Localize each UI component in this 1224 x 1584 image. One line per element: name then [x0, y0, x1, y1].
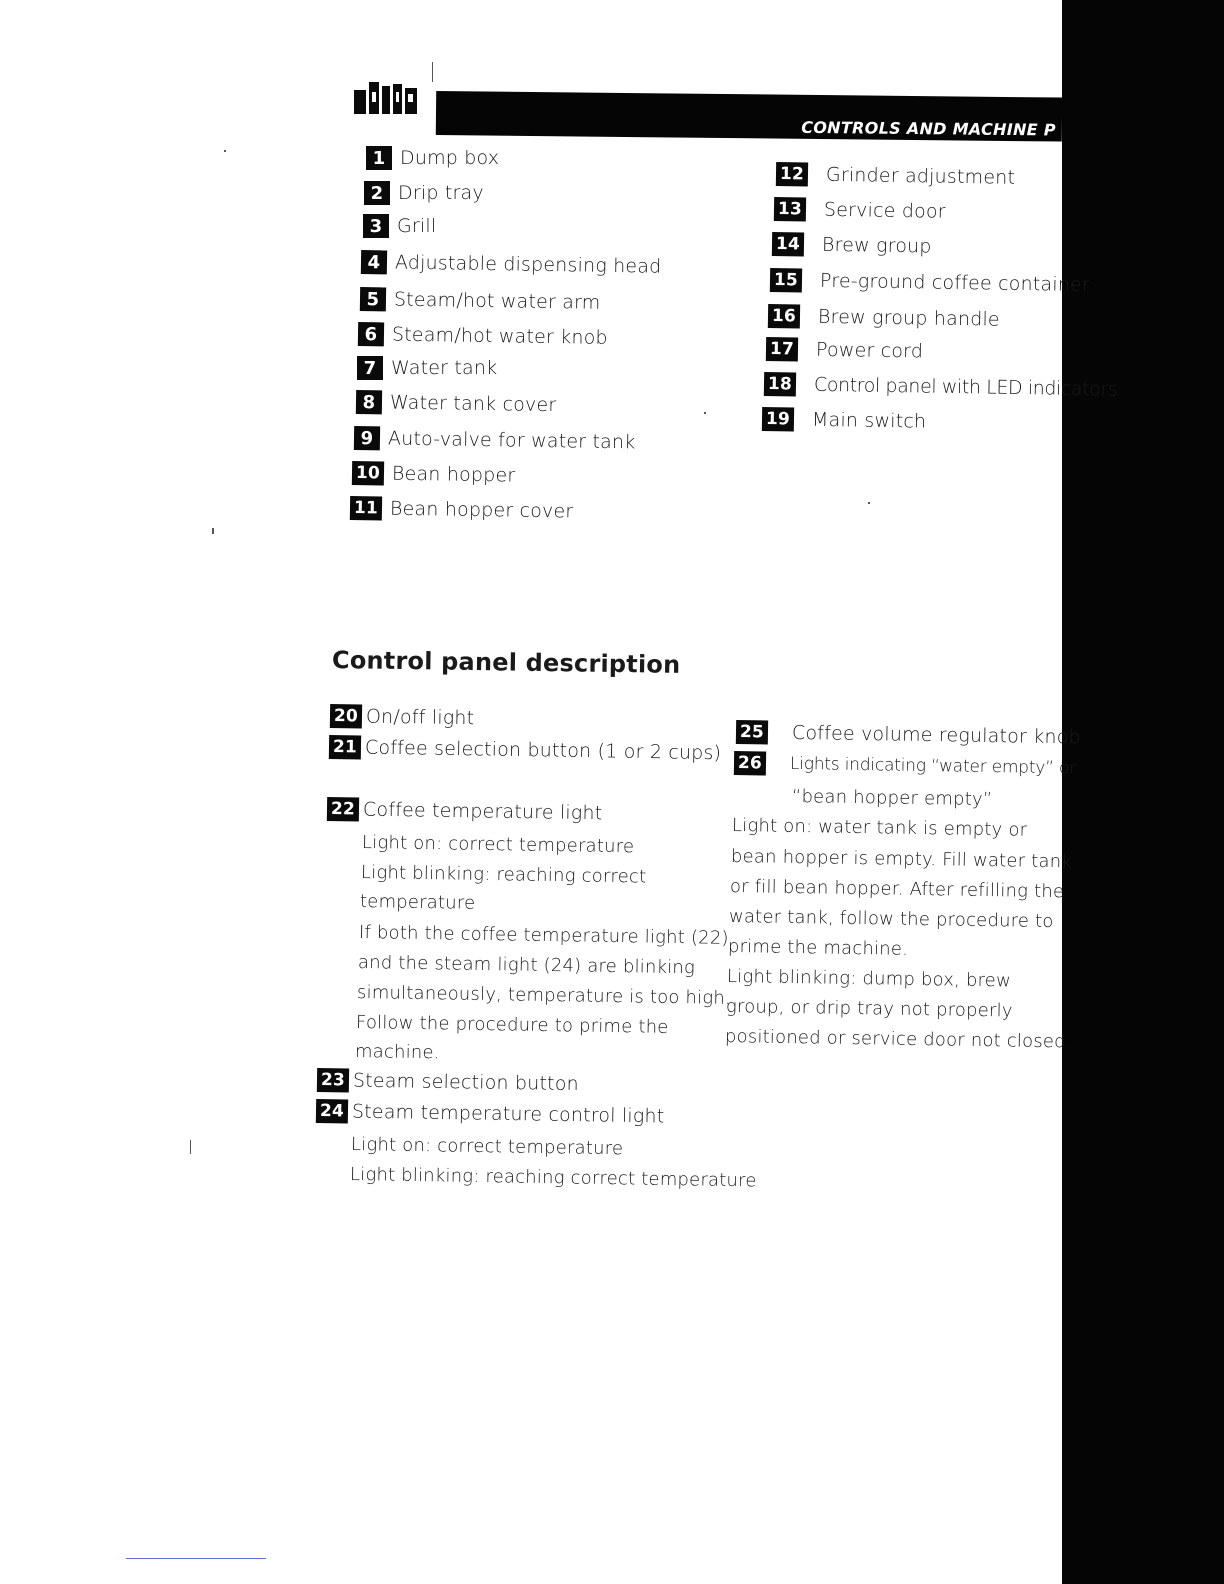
footer-rule [126, 1558, 266, 1559]
page-edge-shadow [1062, 0, 1224, 1584]
part-item [356, 390, 557, 417]
part-label: Brew group [821, 233, 932, 258]
part-number-badge: 12 [776, 162, 808, 186]
part-number-badge: 13 [774, 197, 806, 221]
part-label: Dump box [400, 147, 500, 169]
control-item [736, 720, 1081, 749]
part-number-badge: 4 [361, 250, 387, 274]
part-label: Drip tray [398, 182, 484, 204]
part-item [350, 496, 574, 524]
part-item [363, 214, 436, 238]
part-item [364, 181, 484, 205]
section-title: Control panel description [331, 646, 681, 679]
part-number-badge: 5 [360, 287, 386, 311]
detail-line: positioned or service door not closed. [724, 1026, 1072, 1053]
section-header-title: CONTROLS AND MACHINE P [801, 117, 1056, 140]
part-item [366, 146, 499, 170]
control-item [330, 704, 475, 730]
part-item [762, 407, 927, 434]
part-number-badge: 1 [366, 146, 392, 170]
part-label: Auto-valve for water tank [387, 427, 636, 454]
part-label: Steam/hot water knob [391, 323, 608, 349]
control-number-badge: 20 [330, 704, 362, 728]
detail-line: water tank, follow the procedure to [728, 906, 1054, 933]
detail-line: “bean hopper empty” [791, 786, 993, 811]
control-item [327, 797, 603, 825]
detail-line: If both the coffee temperature light (22) [358, 922, 729, 949]
part-number-badge: 16 [768, 304, 800, 328]
control-label: Coffee temperature light [362, 798, 603, 825]
part-number-badge: 19 [762, 407, 794, 431]
detail-line: and the steam light (24) are blinking [357, 952, 696, 979]
control-number-badge: 23 [317, 1068, 349, 1092]
section-header-bar [436, 91, 1062, 142]
detail-line: simultaneously, temperature is too high. [356, 982, 732, 1009]
control-label: On/off light [365, 705, 475, 730]
crop-mark [432, 62, 433, 82]
part-label: Water tank cover [389, 391, 557, 417]
brand-logo [352, 78, 422, 118]
control-item [329, 735, 722, 765]
part-item [361, 250, 662, 279]
detail-line: Light on: correct temperature [361, 832, 635, 858]
part-label: Service door [823, 198, 946, 223]
control-number-badge: 25 [736, 720, 768, 744]
control-number-badge: 22 [327, 797, 359, 821]
scan-speck [868, 502, 870, 504]
part-item [772, 232, 932, 259]
control-item [317, 1068, 579, 1096]
scan-speck [212, 528, 214, 534]
detail-line: prime the machine. [727, 936, 909, 960]
part-label: Steam/hot water arm [393, 288, 601, 314]
part-number-badge: 14 [772, 232, 804, 256]
control-label: Steam selection button [352, 1069, 580, 1096]
part-number-badge: 10 [352, 461, 384, 485]
part-number-badge: 2 [364, 181, 390, 205]
part-item [354, 426, 636, 454]
part-number-badge: 8 [356, 390, 382, 414]
part-label: Adjustable dispensing head [394, 251, 662, 278]
detail-line: Light blinking: reaching correct [360, 862, 647, 888]
part-label: Main switch [811, 408, 927, 433]
part-number-badge: 17 [766, 337, 798, 361]
detail-line: Light blinking: dump box, brew [726, 966, 1012, 992]
scan-speck [704, 412, 706, 414]
part-label: Bean hopper [391, 462, 516, 487]
part-number-badge: 6 [358, 322, 384, 346]
part-number-badge: 15 [770, 268, 802, 292]
part-number-badge: 11 [350, 496, 382, 520]
part-item [766, 337, 923, 363]
part-item [358, 322, 608, 350]
detail-line: group, or drip tray not properly [725, 996, 1013, 1022]
part-number-badge: 18 [764, 372, 796, 396]
control-item [734, 751, 1077, 780]
part-item [360, 287, 601, 315]
part-item [770, 268, 1091, 297]
part-number-badge: 7 [357, 356, 383, 380]
part-item [776, 162, 1015, 190]
part-label: Pre-ground coffee container [819, 269, 1091, 297]
detail-line: Light on: correct temperature [350, 1134, 624, 1160]
control-label: Steam temperature control light [351, 1100, 665, 1128]
detail-line: or fill bean hopper. After refilling the [729, 876, 1065, 903]
part-label: Bean hopper cover [389, 497, 574, 523]
detail-line: Follow the procedure to prime the [355, 1012, 669, 1038]
detail-line: temperature [359, 891, 476, 914]
scan-speck [224, 150, 226, 152]
part-number-badge: 9 [354, 426, 380, 450]
control-label: Lights indicating “water empty” or [789, 753, 1077, 779]
control-label: Coffee selection button (1 or 2 cups) [364, 736, 722, 765]
part-label: Water tank [391, 357, 498, 379]
part-item [774, 197, 946, 224]
part-label: Brew group handle [817, 305, 1000, 331]
part-item [768, 304, 1000, 332]
part-label: Control panel with LED indicators [813, 373, 1118, 401]
detail-line: machine. [354, 1041, 440, 1064]
part-item [352, 461, 516, 488]
control-number-badge: 26 [734, 751, 766, 775]
part-item [764, 372, 1118, 401]
control-number-badge: 24 [316, 1099, 348, 1123]
part-item [357, 356, 497, 380]
scan-speck [190, 1140, 191, 1154]
detail-line: Light on: water tank is empty or [731, 815, 1028, 841]
part-label: Grill [397, 215, 437, 237]
detail-line: Light blinking: reaching correct temperature [349, 1164, 757, 1192]
control-number-badge: 21 [329, 735, 361, 759]
detail-line: bean hopper is empty. Fill water tank [730, 846, 1073, 873]
part-label: Power cord [815, 338, 924, 363]
control-label: Coffee volume regulator knob [791, 721, 1081, 749]
part-label: Grinder adjustment [825, 163, 1016, 189]
control-item [316, 1099, 665, 1128]
part-number-badge: 3 [363, 214, 389, 238]
